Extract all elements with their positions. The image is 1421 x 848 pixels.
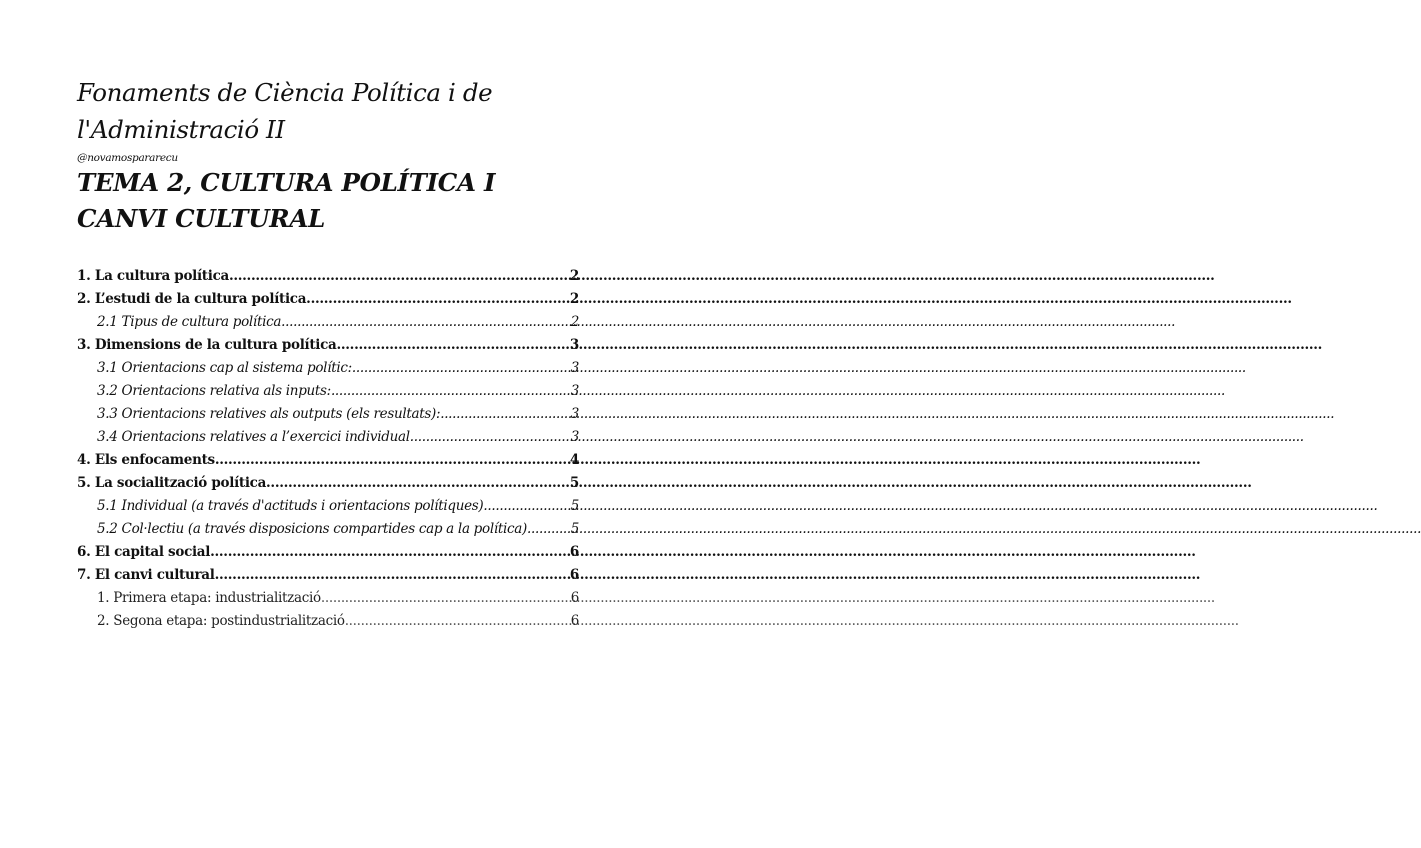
toc-page-number[interactable]: 5: [570, 498, 579, 514]
toc-entry[interactable]: [77, 288, 579, 311]
toc-entry-label[interactable]: 5.2 Col·lectiu (a través disposicions compartides cap a la política): [97, 521, 528, 537]
toc-entry-label[interactable]: 1. La cultura política: [77, 268, 229, 284]
toc-page-number[interactable]: 5: [569, 475, 579, 491]
toc-entry[interactable]: [77, 311, 579, 334]
author-handle: @novamospararecu: [77, 152, 178, 164]
toc-dot-leader: [410, 426, 570, 449]
toc-entry[interactable]: [77, 380, 579, 403]
toc-entry[interactable]: [77, 357, 579, 380]
toc-entry[interactable]: [77, 495, 579, 518]
toc-entry-label[interactable]: 2. Segona etapa: postindustrialització: [97, 613, 345, 629]
toc-entry-label[interactable]: 3.2 Orientacions relativa als inputs:: [97, 383, 331, 399]
toc-dot-leader: [266, 472, 569, 495]
toc-page-number[interactable]: 2: [570, 314, 579, 330]
toc-dot-leader: [210, 541, 569, 564]
toc-entry-label[interactable]: 3.1 Orientacions cap al sistema polític:: [97, 360, 352, 376]
toc-entry-label[interactable]: 2. L’estudi de la cultura política: [77, 291, 307, 307]
toc-page-number[interactable]: 3: [570, 429, 579, 445]
toc-page-number[interactable]: 3: [570, 406, 579, 422]
toc-page-number[interactable]: 3: [570, 360, 579, 376]
toc-page-number[interactable]: 2: [569, 291, 579, 307]
toc-entry-label[interactable]: 5.1 Individual (a través d'actituds i orientacions polítiques): [97, 498, 484, 514]
toc-page-number[interactable]: 6: [570, 613, 579, 629]
toc-entry[interactable]: [77, 587, 579, 610]
toc-dot-leader: [281, 311, 570, 334]
toc-entry-label[interactable]: 3. Dimensions de la cultura política: [77, 337, 337, 353]
toc-page-number[interactable]: 3: [570, 383, 579, 399]
toc-entry-label[interactable]: 2.1 Tipus de cultura política: [97, 314, 282, 330]
toc-entry[interactable]: [77, 403, 579, 426]
toc-page-number[interactable]: 4: [569, 452, 579, 468]
toc-entry-label[interactable]: 4. Els enfocaments: [77, 452, 215, 468]
toc-entry-label[interactable]: 6. El capital social: [77, 544, 211, 560]
toc-entry-label[interactable]: 1. Primera etapa: industrialització: [97, 590, 321, 606]
toc-dot-leader: [321, 587, 570, 610]
toc-dot-leader: [306, 288, 569, 311]
toc-entry-label[interactable]: 7. El canvi cultural: [77, 567, 215, 583]
toc-entry[interactable]: [77, 564, 579, 587]
toc-dot-leader: [336, 334, 568, 357]
course-title: Fonaments de Ciència Política i de l'Administració II: [77, 78, 493, 144]
toc-dot-leader: [440, 403, 570, 426]
document-page: [77, 74, 579, 633]
toc-entry[interactable]: [77, 265, 579, 288]
toc-entry[interactable]: [77, 518, 579, 541]
toc-entry[interactable]: [77, 426, 579, 449]
toc-entry[interactable]: [77, 541, 579, 564]
toc-dot-leader: [215, 564, 569, 587]
toc-page-number[interactable]: 6: [569, 567, 579, 583]
toc-dot-leader: [229, 265, 569, 288]
toc-entry[interactable]: [77, 472, 579, 495]
toc-entry[interactable]: [77, 610, 579, 633]
toc-entry-label[interactable]: 5. La socialització política: [77, 475, 267, 491]
document-title: TEMA 2, CULTURA POLÍTICA I CANVI CULTURAL: [77, 168, 496, 233]
toc-dot-leader: [352, 357, 570, 380]
toc-page-number[interactable]: 6: [570, 590, 579, 606]
toc-entry[interactable]: [77, 449, 579, 472]
toc-page-number[interactable]: 2: [569, 268, 579, 284]
toc-entry[interactable]: [77, 334, 579, 357]
toc-page-number[interactable]: 3: [569, 337, 579, 353]
toc-page-number[interactable]: 6: [569, 544, 579, 560]
toc-page-number[interactable]: 5: [570, 521, 579, 537]
table-of-contents: [77, 265, 579, 633]
toc-dot-leader: [345, 610, 570, 633]
toc-entry-label[interactable]: 3.4 Orientacions relatives a l’exercici individual: [97, 429, 410, 445]
toc-dot-leader: [483, 495, 569, 518]
toc-dot-leader: [331, 380, 570, 403]
toc-entry-label[interactable]: 3.3 Orientacions relatives als outputs (els resultats):: [97, 406, 441, 422]
toc-dot-leader: [527, 518, 570, 541]
toc-dot-leader: [215, 449, 569, 472]
